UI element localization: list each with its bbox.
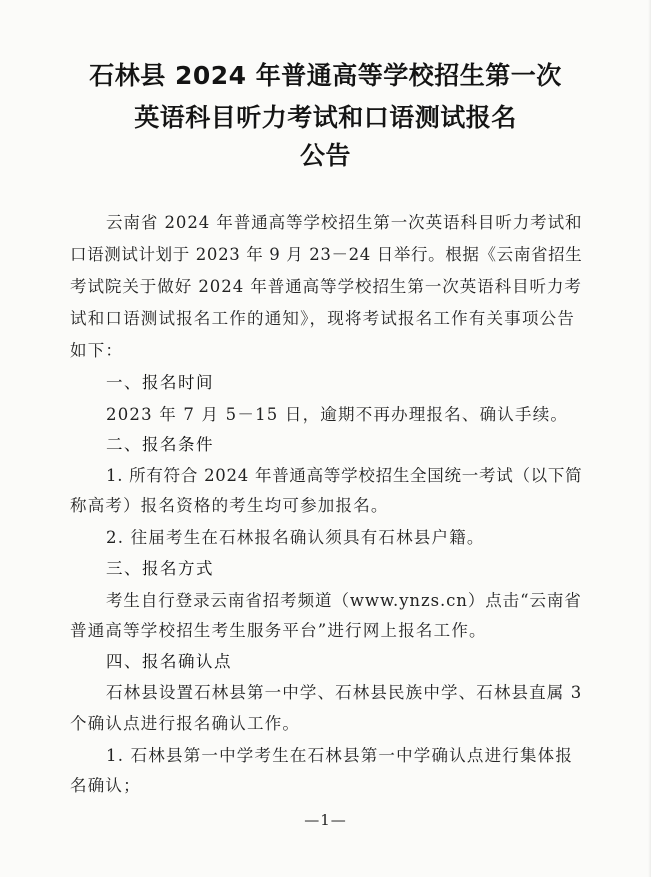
section-heading-points: 四、报名确认点 [106,652,232,671]
section-conditions-line: 1. 所有符合 2024 年普通高等学校招生全国统一考试（以下简 [106,466,583,485]
intro-line: 口语测试计划于 2023 年 9 月 23－24 日举行。根据《云南省招生 [70,245,583,264]
section-points-line: 石林县设置石林县第一中学、石林县民族中学、石林县直属 3 [106,683,583,702]
section-heading-time: 一、报名时间 [106,373,214,392]
title-line-3: 公告 [299,141,351,170]
section-heading-method: 三、报名方式 [106,559,214,578]
section-method-line: 考生自行登录云南省招考频道（www.ynzs.cn）点击“云南省 [106,591,582,610]
section-points-line: 1. 石林县第一中学考生在石林县第一中学确认点进行集体报 [106,746,574,765]
page-number: —1— [304,811,347,829]
section-points-line: 名确认； [70,776,141,795]
intro-line: 云南省 2024 年普通高等学校招生第一次英语科目听力考试和 [106,213,583,232]
intro-line: 如下： [70,341,124,360]
section-conditions-line: 2. 往届考生在石林报名确认须具有石林县户籍。 [106,528,485,547]
intro-line: 考试院关于做好 2024 年普通高等学校招生第一次英语科目听力考 [70,277,582,296]
section-method-line: 普通高等学校招生考生服务平台”进行网上报名工作。 [70,621,487,640]
title-line-2: 英语科目听力考试和口语测试报名 [134,103,517,132]
section-heading-conditions: 二、报名条件 [106,435,214,454]
title-line-1: 石林县 2024 年普通高等学校招生第一次 [89,61,562,90]
section-points-line: 个确认点进行报名确认工作。 [70,714,301,733]
intro-line: 试和口语测试报名工作的通知》，现将考试报名工作有关事项公告 [70,309,576,328]
section-time-line: 2023 年 7 月 5－15 日，逾期不再办理报名、确认手续。 [106,405,569,424]
section-conditions-line: 称高考）报名资格的考生均可参加报名。 [70,496,389,515]
